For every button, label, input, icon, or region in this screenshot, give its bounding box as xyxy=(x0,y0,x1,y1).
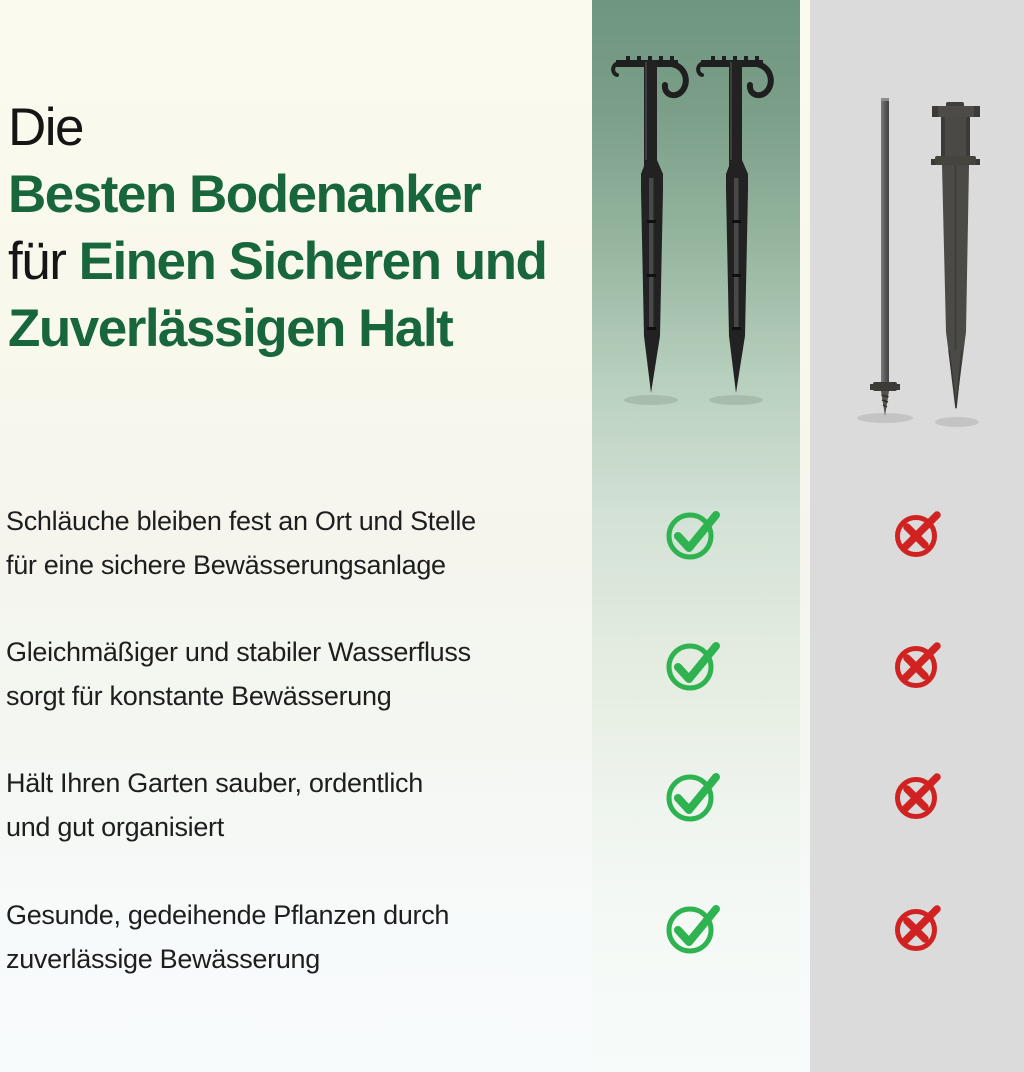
check-icon xyxy=(666,896,722,956)
title-line-1: Die xyxy=(8,98,84,157)
page-title xyxy=(8,94,583,362)
feature-row-healthy-plants xyxy=(0,893,1024,988)
feature-text-line2: sorgt für konstante Bewässerung xyxy=(6,681,392,711)
feature-row-hoses-stay-in-place xyxy=(0,499,1024,594)
feature-row-stable-water-flow xyxy=(0,630,1024,725)
feature-text-line2: zuverlässige Bewässerung xyxy=(6,944,320,974)
feature-text xyxy=(6,893,581,981)
feature-text-line2: und gut organisiert xyxy=(6,812,224,842)
check-icon xyxy=(666,502,722,562)
cross-icon xyxy=(892,898,942,954)
feature-row-tidy-garden xyxy=(0,761,1024,856)
cross-icon xyxy=(892,635,942,691)
feature-text xyxy=(6,499,581,587)
title-line-4: Zuverlässigen Halt xyxy=(8,299,453,358)
title-line-3-rest: Einen Sicheren und xyxy=(78,232,547,291)
feature-text xyxy=(6,761,581,849)
feature-text-line1: Schläuche bleiben fest an Ort und Stelle xyxy=(6,506,476,536)
feature-text xyxy=(6,630,581,718)
feature-text-line2: für eine sichere Bewässerungsanlage xyxy=(6,550,446,580)
feature-text-line1: Hält Ihren Garten sauber, ordentlich xyxy=(6,768,423,798)
competitor-stakes-image xyxy=(810,50,1024,430)
title-line-3-prefix: für xyxy=(8,232,66,291)
check-icon xyxy=(666,633,722,693)
feature-text-line1: Gleichmäßiger und stabiler Wasserfluss xyxy=(6,637,471,667)
hook-ground-stakes-image xyxy=(592,50,800,410)
feature-text-line1: Gesunde, gedeihende Pflanzen durch xyxy=(6,900,450,930)
check-icon xyxy=(666,764,722,824)
cross-icon xyxy=(892,504,942,560)
title-line-3 xyxy=(8,228,583,295)
cross-icon xyxy=(892,766,942,822)
title-line-2: Besten Bodenanker xyxy=(8,165,481,224)
